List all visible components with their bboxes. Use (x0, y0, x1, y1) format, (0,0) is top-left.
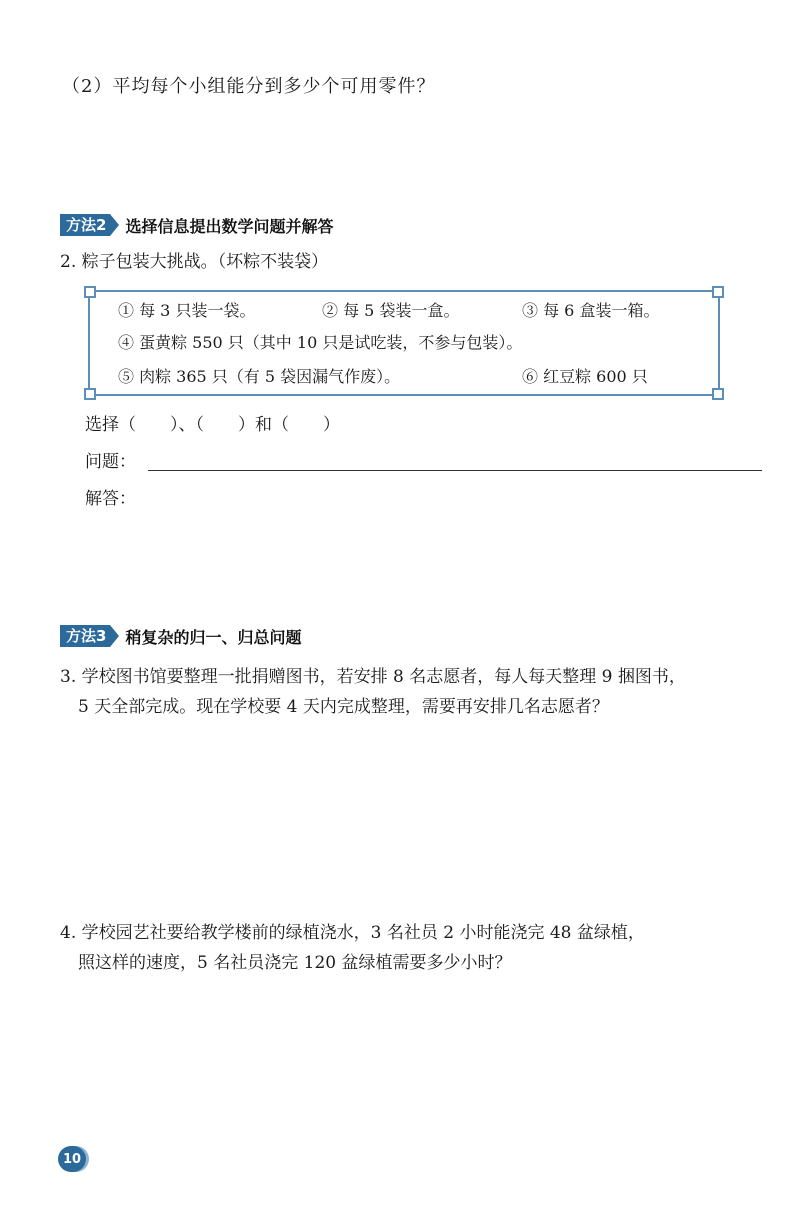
problem-3 (60, 662, 780, 722)
info-item-3: ③ 每 6 盒装一箱。 (522, 301, 660, 320)
question-label: 问题： (85, 452, 136, 472)
method-2-title: 选择信息提出数学问题并解答 (125, 216, 334, 236)
page-number: 10 (58, 1146, 86, 1172)
problem-4-line-2: 照这样的速度，5 名社员浇完 120 盆绿植需要多少小时？ (78, 953, 512, 973)
box-corner-decoration (712, 286, 724, 298)
problem-3-line-2: 5 天全部完成。现在学校要 4 天内完成整理，需要再安排几名志愿者？ (78, 697, 609, 717)
info-item-1: ① 每 3 只装一袋。 (118, 301, 256, 320)
method-2-header (60, 213, 333, 237)
method-3-arrow-icon (110, 625, 119, 647)
problem-3-line-1: 3. 学校图书馆要整理一批捐赠图书，若安排 8 名志愿者，每人每天整理 9 捆图书， (60, 667, 686, 687)
method-3-title: 稍复杂的归一、归总问题 (125, 627, 302, 647)
box-corner-decoration (712, 388, 724, 400)
problem-4 (60, 918, 780, 978)
problem-4-line-1: 4. 学校园艺社要给教学楼前的绿植浇水，3 名社员 2 小时能浇完 48 盆绿植， (60, 923, 645, 943)
select-line: 选择（ ）、（ ）和（ ） (85, 415, 340, 435)
box-corner-decoration (84, 388, 96, 400)
question-2-part-2: （2）平均每个小组能分到多少个可用零件？ (62, 76, 436, 97)
info-item-5: ⑤ 肉粽 365 只（有 5 袋因漏气作废）。 (118, 367, 401, 386)
method-3-header (60, 624, 301, 648)
info-box (88, 290, 720, 396)
problem-2-title: 2. 粽子包装大挑战。（坏粽不装袋） (60, 252, 329, 272)
info-item-4: ④ 蛋黄粽 550 只（其中 10 只是试吃装，不参与包装）。 (118, 333, 523, 352)
info-item-2: ② 每 5 袋装一盒。 (322, 301, 460, 320)
method-3-tag: 方法3 (60, 625, 110, 647)
answer-label: 解答： (85, 489, 136, 509)
method-2-tag: 方法2 (60, 214, 110, 236)
box-corner-decoration (84, 286, 96, 298)
method-2-arrow-icon (110, 214, 119, 236)
info-item-6: ⑥ 红豆粽 600 只 (522, 367, 648, 386)
question-answer-line[interactable] (148, 470, 762, 471)
